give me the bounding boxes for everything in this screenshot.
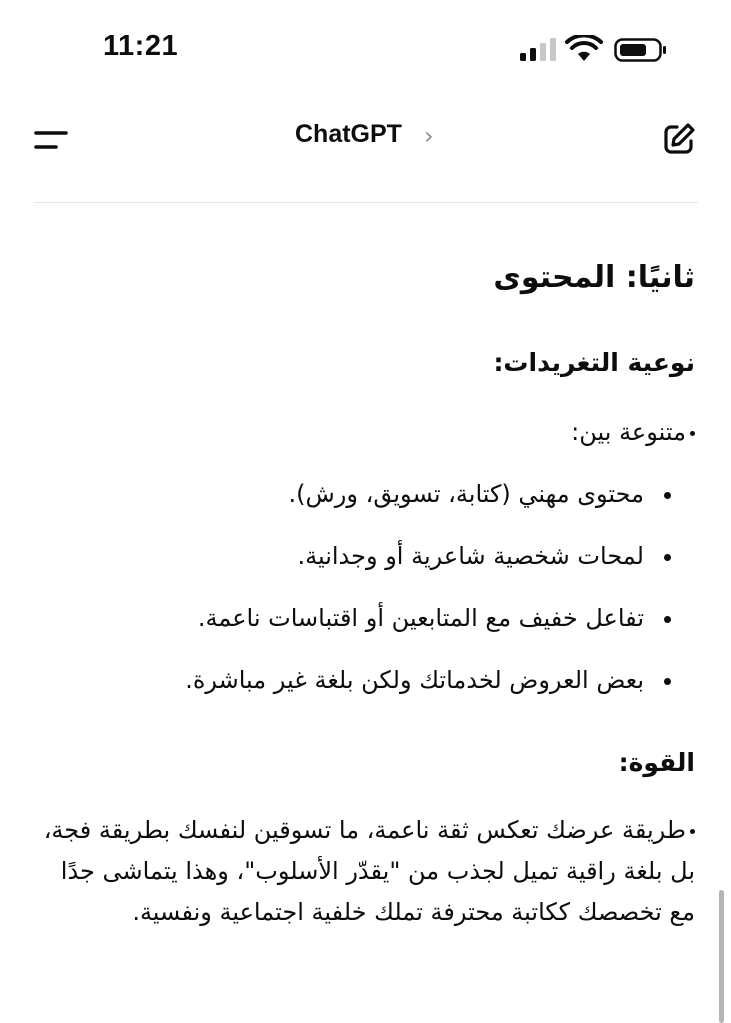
chevron-right-icon[interactable]: ›	[424, 122, 434, 150]
menu-icon[interactable]	[32, 126, 72, 154]
varied-intro-text: متنوعة بين:	[571, 418, 686, 446]
list-item-text: لمحات شخصية شاعرية أو وجدانية.	[297, 542, 644, 570]
cellular-signal-icon	[519, 38, 559, 62]
tweets-heading: نوعية التغريدات:	[493, 348, 695, 377]
list-item	[185, 666, 671, 694]
section-heading: ثانيًا: المحتوى	[493, 260, 695, 295]
varied-intro	[571, 418, 695, 446]
scrollbar-thumb[interactable]	[719, 890, 724, 1023]
bullet-dot	[664, 492, 671, 499]
battery-icon	[614, 38, 668, 62]
strength-heading: القوة:	[618, 748, 695, 777]
list-item	[198, 604, 671, 632]
wifi-icon	[565, 35, 603, 63]
status-time: 11:21	[103, 30, 179, 62]
list-item	[297, 542, 671, 570]
list-item-text: محتوى مهني (كتابة، تسويق، ورش).	[288, 480, 644, 508]
bullet-dot	[690, 431, 695, 436]
strength-paragraph	[35, 810, 695, 933]
nav-bar	[0, 100, 731, 176]
bullet-dot	[664, 678, 671, 685]
status-bar	[0, 0, 731, 100]
list-item-text: بعض العروض لخدماتك ولكن بلغة غير مباشرة.	[185, 666, 644, 694]
bullet-dot	[690, 829, 695, 834]
strength-paragraph-text: طريقة عرضك تعكس ثقة ناعمة، ما تسوقين لنفسك بطريقة فجة، بل بلغة راقية تميل لجذب من "يقدّر الأسلوب"، وهذا يتماشى جدًا مع تخصصك ككاتبة محترفة تملك خلفية اجتماعية ونفسية.	[43, 816, 695, 926]
list-item	[289, 480, 672, 508]
bullet-dot	[664, 554, 671, 561]
nav-divider	[34, 202, 698, 203]
bullet-dot	[664, 616, 671, 623]
chat-title[interactable]: ChatGPT	[295, 120, 402, 148]
list-item-text: تفاعل خفيف مع المتابعين أو اقتباسات ناعمة.	[197, 604, 644, 632]
new-chat-pencil-icon[interactable]	[660, 120, 698, 158]
